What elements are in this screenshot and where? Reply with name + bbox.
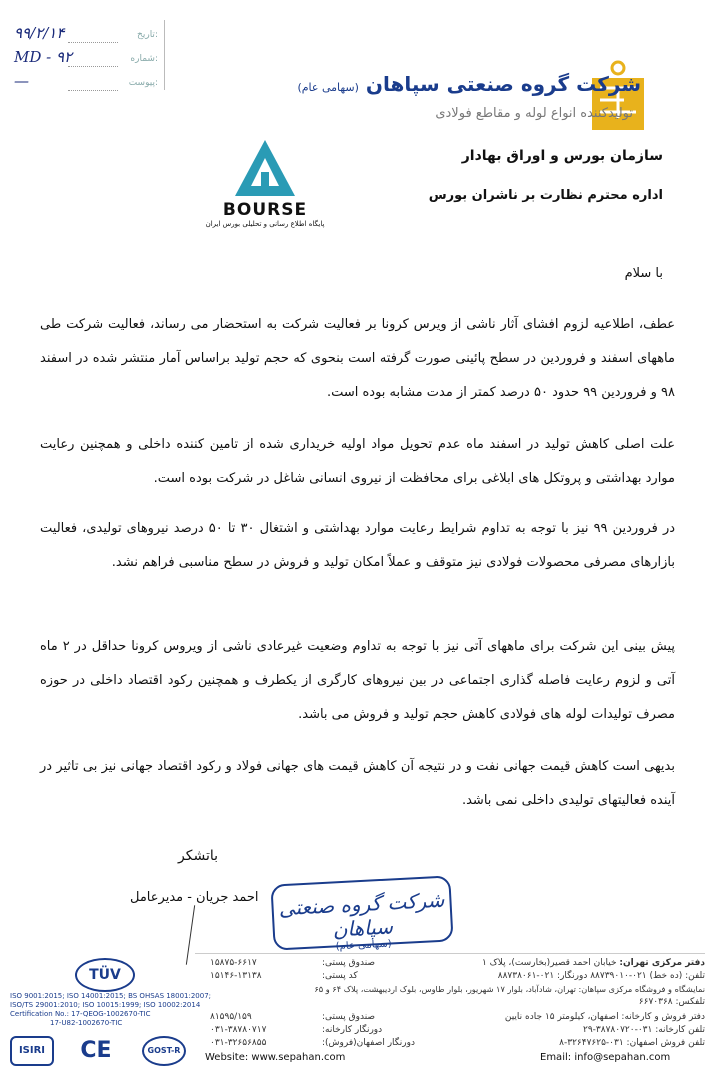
memo-number-line: [68, 66, 118, 67]
email-label: Email:: [540, 1052, 572, 1063]
footer-pobox-label: صندوق پستی:: [322, 958, 376, 968]
gost-mark: GOST-R: [142, 1036, 186, 1066]
footer-factory-fax: ۰۳۱-۳۸۷۸۰۷۱۷: [210, 1025, 267, 1035]
email-link[interactable]: info@sepahan.com: [574, 1052, 671, 1063]
iso-line-2: ISO/TS 29001:2010; ISO 10015:1999; ISO 10002:2014: [10, 1001, 201, 1009]
footer-pobox-tehran: ۱۵۸۷۵-۶۶۱۷: [210, 958, 257, 968]
bourse-logo: [205, 136, 325, 226]
iso-line-1: ISO 9001:2015; ISO 14001:2015; BS OHSAS 18001:2007;: [10, 992, 212, 1000]
memo-date-line: [68, 42, 118, 43]
memo-date-row: [8, 24, 158, 44]
tuv-logo: TÜV: [75, 958, 135, 992]
recipient-line1: سازمان بورس و اوراق بهادار: [461, 148, 663, 164]
company-name: [297, 72, 641, 96]
closing-thanks: باتشکر: [178, 848, 219, 864]
signature-mark: [186, 905, 195, 965]
memo-date-label: تاریخ:: [137, 30, 158, 40]
company-logo-icon: [590, 60, 646, 132]
signer-name: احمد جریان - مدیرعامل: [130, 890, 259, 905]
memo-number-value: MD - ۹۲: [14, 48, 73, 66]
footer-tehran: [482, 958, 705, 968]
footer-isfahan-sales: دفتر فروش و کارخانه: اصفهان، کیلومتر ۱۵ جاده نایین: [504, 1012, 705, 1022]
footer-divider: [195, 953, 705, 954]
bourse-logo-icon: [205, 136, 325, 200]
paragraph-3: در فروردین ۹۹ نیز با توجه به تداوم شرایط رعایت موارد بهداشتی و اشتغال ۳۰ تا ۵۰ درصد نیروهای تولیدی، فعالیت بازارهای مصرفی محصولات فولادی نیز متوقف و عملاً امکان تولید و فروش در سطح مناسبی فراهم نشد.: [40, 521, 676, 570]
stamp-text: شرکت گروه صنعتی سپاهان: [278, 887, 445, 942]
company-type: (سهامی عام): [297, 81, 359, 94]
ce-mark: CE: [80, 1038, 112, 1063]
footer-factory-tel: تلفن کارخانه: ۰۳۱-۳۸۷۸۰۷۲۰-۲۹: [582, 1025, 705, 1035]
iso-line-4: 17-U82-1002670-TIC: [50, 1019, 123, 1027]
recipient-line2: اداره محترم نظارت بر ناشران بورس: [428, 188, 663, 203]
footer-postal-label: کد پستی:: [322, 971, 358, 981]
memo-number-row: [8, 48, 158, 68]
paragraph-1: عطف، اطلاعیه لزوم افشای آثار ناشی از ویرس کرونا بر فعالیت شرکت به استحضار می رساند، فعالیت شرکت طی ماههای اسفند و فروردین در سطح پائینی صورت گرفته است بنحوی که حجم تولید براساس آمار منتشر شده در اسفند ۹۸ و فروردین ۹۹ حدود ۵۰ درصد کمتر از مدت مشابه بوده است.: [40, 317, 675, 400]
iso-line-3: Certification No.: 17-QEOG-1002670-TIC: [10, 1010, 151, 1018]
paragraph-4: پیش بینی این شرکت برای ماههای آتی نیز با توجه به تداوم وضعیت غیرعادی ناشی از ویروس کرونا حداقل در ۲ ماه آتی و لزوم رعایت فاصله گذاری اجتماعی در بین نیروهای کارگری از یکطرف و همچنین رکود اقتصاد داخلی در حوزه مصرف تولیدات لوله های فولادی کاهش حجم تولید و فروش می باشد.: [40, 639, 675, 722]
footer-factory-fax-label: دورنگار کارخانه:: [322, 1025, 383, 1035]
paragraph-5: بدیهی است کاهش قیمت جهانی نفت و در نتیجه آن کاهش قیمت های جهانی فولاد و رکود اقتصاد جهانی نیز بی تاثیر در آینده فعالیتهای تولیدی داخلی نمی باشد.: [40, 759, 675, 808]
footer-website: [205, 1052, 345, 1063]
footer-sales-fax-label: دورنگار اصفهان(فروش):: [322, 1038, 415, 1048]
paragraph-2: علت اصلی کاهش تولید در اسفند ماه عدم تحویل مواد اولیه خریداری شده از تامین کننده داخلی و همچنین رعایت موارد بهداشتی و پروتکل های ابلاغی برای محافظت از نیروی انسانی شاغل در شرکت بوده است.: [40, 437, 675, 486]
footer-showroom-tel: تلفکس: ۶۶۷۰۳۶۸: [638, 997, 705, 1007]
website-link[interactable]: www.sepahan.com: [251, 1052, 346, 1063]
footer-postal-code: ۱۵۱۴۶-۱۳۱۳۸: [210, 971, 262, 981]
memo-box: [8, 24, 158, 94]
memo-number-label: شماره:: [130, 54, 158, 64]
isiri-mark: ISIRI: [10, 1036, 54, 1066]
footer-email: [540, 1052, 670, 1063]
memo-attachment-row: [8, 72, 158, 92]
memo-date-value: ۹۹/۲/۱۴: [14, 24, 65, 42]
company-tagline: تولیدکننده انواع لوله و مقاطع فولادی: [435, 106, 633, 121]
memo-divider: [164, 20, 165, 90]
bourse-logo-word: BOURSE: [222, 200, 308, 220]
footer-sales-fax: ۰۳۱-۳۲۶۵۶۸۵۵: [210, 1038, 267, 1048]
certifications: [10, 958, 212, 1073]
memo-attachment-line: [68, 90, 118, 91]
footer-tehran-tel: تلفن: (ده خط) ۰۲۱-۸۸۷۳۹۰۱۰ دورنگار: ۰۲۱-۸۸۷۳۸۰۶۱: [497, 971, 705, 981]
footer-tehran-addr: خیابان احمد قصیر(بخارست)، پلاک ۱: [481, 958, 617, 968]
footer-tehran-label: دفتر مرکزی تهران:: [619, 958, 705, 968]
footer-pobox-isfahan-label: صندوق پستی:: [322, 1012, 376, 1022]
bourse-logo-caption: پایگاه اطلاع رسانی و تحلیلی بورس ایران: [205, 220, 325, 228]
company-name-text: شرکت گروه صنعتی سپاهان: [365, 72, 641, 96]
footer-sales-tel: تلفن فروش اصفهان: ۰۳۱-۳۲۶۴۷۶۲۵-۸: [559, 1038, 705, 1048]
memo-attachment-value: —: [14, 72, 29, 90]
footer-pobox-isfahan: ۸۱۵۹۵/۱۵۹: [210, 1012, 252, 1022]
memo-attachment-label: پیوست:: [128, 78, 158, 88]
website-label: Website:: [205, 1052, 249, 1063]
company-stamp: [270, 875, 453, 953]
greeting: با سلام: [624, 266, 663, 281]
stamp-subtext: (سهامی عام): [335, 938, 392, 953]
footer-showroom: نمایشگاه و فروشگاه مرکزی سپاهان: تهران، شادآباد، بلوار ۱۷ شهریور، بلوار طاوس، بلوک اردیبهشت، پلاک ۶۴ و ۶۵: [314, 984, 705, 994]
